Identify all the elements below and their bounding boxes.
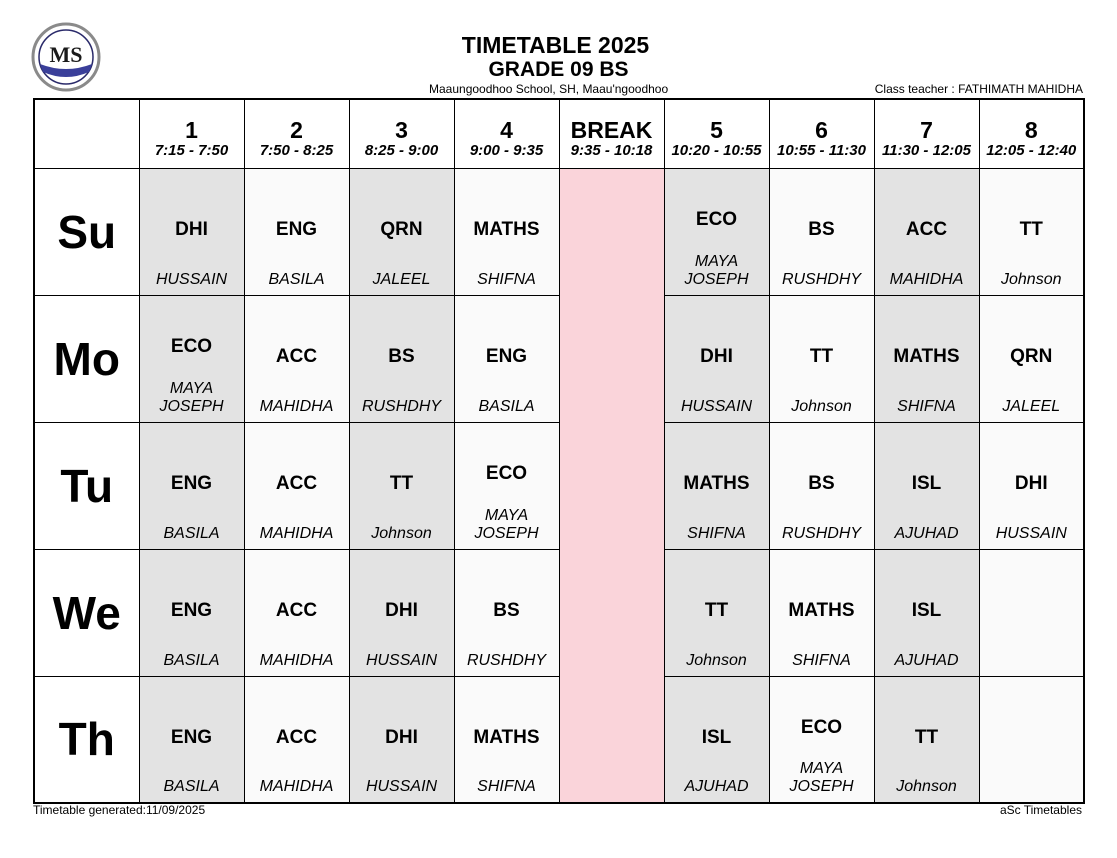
subject-label: ECO — [485, 462, 528, 484]
lesson-cell — [664, 422, 769, 549]
lesson-cell — [979, 422, 1084, 549]
subject-label: ACC — [275, 345, 318, 367]
lesson-cell — [139, 295, 244, 422]
subject-label: ENG — [170, 472, 213, 494]
teacher-label: SHIFNA — [477, 270, 536, 288]
period-number: 1 — [185, 116, 198, 143]
subject-label: BS — [808, 472, 835, 494]
subject-label: DHI — [385, 726, 418, 748]
lesson-cell — [769, 168, 874, 295]
teacher-label: MAYA JOSEPH — [789, 760, 854, 795]
lesson-cell — [769, 676, 874, 803]
teacher-label: AJUHAD — [684, 778, 749, 795]
subject-label: TT — [1019, 218, 1043, 240]
period-header — [139, 99, 244, 168]
period-number: 5 — [710, 116, 723, 143]
period-time: 11:30 - 12:05 — [882, 141, 971, 159]
lesson-cell — [979, 295, 1084, 422]
day-label: Tu — [34, 422, 139, 549]
teacher-label: HUSSAIN — [365, 651, 438, 669]
teacher-label: MAHIDHA — [259, 397, 334, 415]
subject-label: ACC — [275, 599, 318, 621]
day-label: Th — [34, 676, 139, 803]
subject-label: TT — [809, 345, 834, 367]
teacher-label: BASILA — [268, 270, 325, 288]
lesson-cell — [769, 295, 874, 422]
lesson-cell — [454, 676, 559, 803]
period-header — [769, 99, 874, 168]
subject-label: MATHS — [473, 218, 540, 240]
teacher-label: MAHIDHA — [259, 651, 334, 669]
break-cell — [559, 676, 664, 803]
lesson-cell — [244, 549, 349, 676]
day-row — [34, 168, 1084, 295]
lesson-cell — [664, 168, 769, 295]
lesson-cell — [874, 549, 979, 676]
subject-label: ACC — [275, 472, 318, 494]
lesson-cell — [139, 549, 244, 676]
teacher-label: Johnson — [686, 651, 747, 669]
lesson-cell — [979, 549, 1084, 676]
day-row — [34, 549, 1084, 676]
subject-label: ENG — [275, 218, 318, 240]
teacher-label: Johnson — [896, 778, 957, 795]
day-row — [34, 295, 1084, 422]
lesson-cell — [979, 676, 1084, 803]
lesson-cell — [454, 422, 559, 549]
day-label: Su — [34, 168, 139, 295]
day-label: We — [34, 549, 139, 676]
lesson-cell — [139, 676, 244, 803]
subject-label: ISL — [911, 599, 942, 621]
lesson-cell — [664, 549, 769, 676]
break-cell — [559, 422, 664, 549]
period-time: 10:55 - 11:30 — [777, 141, 866, 159]
period-header-row — [34, 99, 1084, 168]
teacher-label: AJUHAD — [894, 524, 959, 542]
period-time: 7:15 - 7:50 — [154, 141, 229, 159]
subject-label: MATHS — [683, 472, 750, 494]
teacher-label: RUSHDHY — [781, 270, 862, 288]
subject-label: QRN — [1010, 345, 1053, 367]
period-number: 8 — [1024, 116, 1038, 143]
lesson-cell — [349, 549, 454, 676]
lesson-cell — [244, 168, 349, 295]
break-cell — [559, 549, 664, 676]
software-credit: aSc Timetables — [999, 803, 1082, 817]
subject-label: DHI — [175, 218, 208, 240]
day-row — [34, 676, 1084, 803]
teacher-label: MAYA JOSEPH — [159, 379, 224, 415]
subject-label: ENG — [170, 726, 213, 748]
period-header — [664, 99, 769, 168]
period-time: 7:50 - 8:25 — [259, 141, 334, 159]
lesson-cell — [349, 422, 454, 549]
teacher-label: MAYA JOSEPH — [684, 252, 749, 288]
lesson-cell — [874, 295, 979, 422]
teacher-label: AJUHAD — [894, 651, 959, 669]
lesson-cell — [769, 549, 874, 676]
teacher-label: MAHIDHA — [889, 270, 964, 288]
day-label: Mo — [34, 295, 139, 422]
teacher-label: HUSSAIN — [365, 778, 438, 795]
teacher-label: Johnson — [371, 524, 432, 542]
period-number: 7 — [920, 116, 933, 143]
subject-label: TT — [914, 726, 939, 748]
lesson-cell — [349, 295, 454, 422]
lesson-cell — [769, 422, 874, 549]
period-time: 9:35 - 10:18 — [570, 141, 653, 159]
teacher-label: BASILA — [163, 524, 220, 542]
teacher-label: HUSSAIN — [155, 270, 228, 288]
lesson-cell — [244, 422, 349, 549]
subject-label: ECO — [800, 716, 843, 738]
period-time: 10:20 - 10:55 — [671, 141, 762, 159]
lesson-cell — [349, 676, 454, 803]
break-cell — [559, 295, 664, 422]
subject-label: MATHS — [893, 345, 960, 367]
teacher-label: BASILA — [163, 778, 220, 795]
period-time: 8:25 - 9:00 — [364, 141, 439, 159]
subject-label: DHI — [700, 345, 733, 367]
day-row — [34, 422, 1084, 549]
teacher-label: MAYA JOSEPH — [474, 506, 539, 542]
teacher-label: BASILA — [163, 651, 220, 669]
period-header — [979, 99, 1084, 168]
teacher-label: MAHIDHA — [259, 778, 334, 795]
lesson-cell — [664, 295, 769, 422]
lesson-cell — [874, 422, 979, 549]
period-time: 12:05 - 12:40 — [986, 141, 1077, 159]
period-number: 4 — [500, 116, 513, 143]
period-header — [454, 99, 559, 168]
teacher-label: SHIFNA — [897, 397, 956, 415]
teacher-label: SHIFNA — [687, 524, 746, 542]
class-teacher: Class teacher : FATHIMATH MAHIDHA — [874, 82, 1083, 96]
lesson-cell — [244, 676, 349, 803]
lesson-cell — [979, 168, 1084, 295]
period-header — [349, 99, 454, 168]
subject-label: ACC — [905, 218, 948, 240]
lesson-cell — [139, 422, 244, 549]
lesson-cell — [874, 168, 979, 295]
period-number: BREAK — [570, 116, 653, 143]
subject-label: MATHS — [473, 726, 540, 748]
lesson-cell — [454, 549, 559, 676]
class-name: GRADE 09 BS — [488, 58, 629, 81]
corner-cell — [34, 99, 139, 168]
subject-label: BS — [388, 345, 415, 367]
lesson-cell — [874, 676, 979, 803]
subject-label: ECO — [170, 335, 213, 357]
break-cell — [559, 168, 664, 295]
teacher-label: RUSHDHY — [361, 397, 442, 415]
subject-label: BS — [493, 599, 520, 621]
lesson-cell — [454, 168, 559, 295]
lesson-cell — [244, 295, 349, 422]
subject-label: BS — [808, 218, 835, 240]
school-name: Maaungoodhoo School, SH, Maau'ngoodhoo — [429, 82, 669, 96]
teacher-label: BASILA — [478, 397, 535, 415]
generated-date: Timetable generated:11/09/2025 — [33, 803, 206, 817]
lesson-cell — [454, 295, 559, 422]
lesson-cell — [664, 676, 769, 803]
subject-label: ISL — [701, 726, 732, 748]
period-header — [244, 99, 349, 168]
subject-label: ISL — [911, 472, 942, 494]
teacher-label: Johnson — [1001, 270, 1062, 288]
subject-label: ENG — [485, 345, 528, 367]
subject-label: ACC — [275, 726, 318, 748]
period-time: 9:00 - 9:35 — [469, 141, 544, 159]
subject-label: TT — [704, 599, 729, 621]
subject-label: TT — [389, 472, 414, 494]
period-number: 2 — [290, 116, 303, 143]
timetable-title: TIMETABLE 2025 — [461, 32, 650, 58]
subject-label: DHI — [1014, 472, 1048, 494]
subject-label: ECO — [695, 208, 738, 230]
teacher-label: SHIFNA — [477, 778, 536, 795]
subject-label: MATHS — [788, 599, 855, 621]
teacher-label: SHIFNA — [792, 651, 851, 669]
break-header — [559, 99, 664, 168]
subject-label: DHI — [385, 599, 418, 621]
teacher-label: HUSSAIN — [995, 524, 1067, 542]
lesson-cell — [349, 168, 454, 295]
subject-label: QRN — [380, 218, 423, 240]
teacher-label: JALEEL — [372, 270, 431, 288]
subject-label: ENG — [170, 599, 213, 621]
lesson-cell — [139, 168, 244, 295]
period-header — [874, 99, 979, 168]
teacher-label: MAHIDHA — [259, 524, 334, 542]
timetable-grid — [33, 98, 1085, 804]
teacher-label: RUSHDHY — [781, 524, 862, 542]
teacher-label: RUSHDHY — [466, 651, 547, 669]
period-number: 6 — [815, 116, 828, 143]
svg-text:MS: MS — [49, 42, 83, 67]
teacher-label: JALEEL — [1002, 397, 1061, 415]
period-number: 3 — [395, 116, 408, 143]
teacher-label: Johnson — [791, 397, 852, 415]
teacher-label: HUSSAIN — [680, 397, 753, 415]
